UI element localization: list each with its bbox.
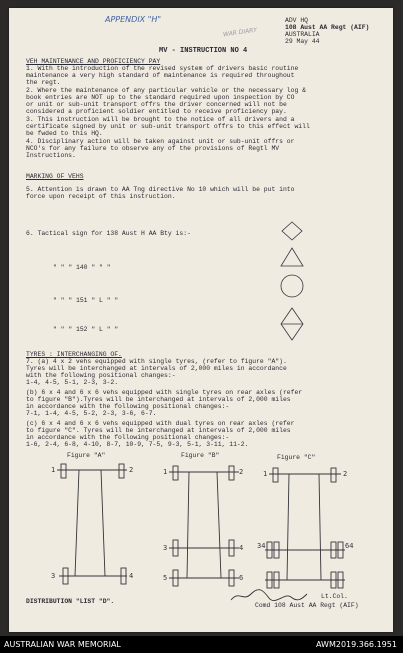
svg-text:2: 2 xyxy=(239,468,244,476)
para-2-line-1: 2. Where the maintenance of any particular vehicle or the necessary log & xyxy=(26,87,306,94)
svg-text:6: 6 xyxy=(239,574,244,582)
figure-c-label: Figure "C" xyxy=(277,454,316,461)
signature-rank: Lt.Col. xyxy=(321,593,348,600)
footer-reference: AWM2019.366.1951 xyxy=(316,640,397,649)
para-3-line-3: be fwded to this HQ. xyxy=(26,130,103,137)
para-6: 6. Tactical sign for 138 Aust H AA Bty is:- xyxy=(26,230,191,237)
document-page xyxy=(9,8,393,632)
distribution-list: DISTRIBUTION "LIST "D". xyxy=(26,598,115,605)
section-tyres-heading: TYRES : INTERCHANGING OF. xyxy=(26,351,122,358)
header-country: AUSTRALIA xyxy=(285,31,320,38)
para-7a-line-4: 1-4, 4-5, 5-1, 2-3, 3-2. xyxy=(26,379,119,386)
svg-text:1: 1 xyxy=(163,468,168,476)
svg-text:2: 2 xyxy=(129,466,134,474)
para-5-line-2: force upon receipt of this instruction. xyxy=(26,193,176,200)
para-4-line-1: 4. Disciplinary action will be taken against unit or sub-unit offrs or xyxy=(26,138,295,145)
war-diary-stamp: WAR DIARY xyxy=(222,26,258,39)
circle-sign xyxy=(281,275,303,297)
figure-c-diagram xyxy=(257,462,353,592)
para-7c-line-1: (c) 6 x 4 and 6 x 6 vehs equipped with dual tyres on rear axles (refer xyxy=(26,420,295,427)
svg-text:2: 2 xyxy=(343,470,348,478)
figure-a-diagram xyxy=(49,458,139,588)
section-marking-heading: MARKING OF VEHS xyxy=(26,173,84,180)
para-7c-line-3: in accordance with the following positional changes:- xyxy=(26,434,230,441)
para-7a-line-3: with the following positional changes:- xyxy=(26,372,176,379)
para-2-line-3: or unit or sub-unit transport offrs the driver concerned will not be xyxy=(26,101,287,108)
diamond-sign xyxy=(282,222,302,240)
document-title: MV - INSTRUCTION NO 4 xyxy=(159,47,248,55)
svg-text:5: 5 xyxy=(163,574,168,582)
para-3-line-1: 3. This instruction will be brought to the notice of all drivers and a xyxy=(26,116,295,123)
figure-a-label: Figure "A" xyxy=(67,452,106,459)
tactical-row-152: " " " 152 " L " " xyxy=(53,326,119,333)
para-1-line-1: 1. With the introduction of the revised system of drivers basic routine xyxy=(26,65,299,72)
para-5-line-1: 5. Attention is drawn to AA Tng directive No 10 which will be put into xyxy=(26,186,295,193)
svg-text:1: 1 xyxy=(263,470,268,478)
svg-text:1: 1 xyxy=(51,466,56,474)
header-date: 29 May 44 xyxy=(285,38,320,45)
header-hq: ADV HQ xyxy=(285,17,309,24)
para-7b-line-1: (b) 6 x 4 and 6 x 6 vehs equipped with single tyres on rear axles (refer xyxy=(26,389,303,396)
svg-text:3: 3 xyxy=(163,544,168,552)
svg-text:4: 4 xyxy=(129,572,134,580)
svg-text:34: 34 xyxy=(257,542,266,550)
svg-text:64: 64 xyxy=(345,542,354,550)
para-7a-line-1: 7. (a) 4 x 2 vehs equipped with single tyres, (refer to figure "A"). xyxy=(26,358,287,365)
para-7c-line-4: 1-6, 2-4, 6-8, 4-10, 8-7, 10-9, 7-5, 9-3, 5-1, 3-11, 11-2. xyxy=(26,441,249,448)
archive-footer xyxy=(0,636,403,653)
section-maintenance-heading: VEH MAINTENANCE AND PROFICIENCY PAY xyxy=(26,58,161,65)
footer-institution: AUSTRALIAN WAR MEMORIAL xyxy=(4,640,121,649)
svg-text:3: 3 xyxy=(51,572,56,580)
tactical-sign-shapes xyxy=(279,220,309,348)
figure-b-label: Figure "B" xyxy=(181,452,220,459)
triangle-sign xyxy=(281,248,303,266)
para-4-line-3: Instructions. xyxy=(26,152,76,159)
svg-text:4: 4 xyxy=(239,544,244,552)
para-7c-line-2: to figure "C". Tyres will be interchanged at intervals of 2,000 miles xyxy=(26,427,291,434)
para-4-line-2: NCO's for any failure to observe any of the provisions of Regtl MV xyxy=(26,145,280,152)
para-7a-line-2: Tyres will be interchanged at intervals of 2,000 miles in accordance xyxy=(26,365,287,372)
tactical-row-140: " " " 140 " " " xyxy=(53,264,111,271)
para-2-line-2: book entries are NOT up to the standard required upon inspection by CO xyxy=(26,94,295,101)
para-7b-line-2: to figure "B").Tyres will be interchanged at intervals of 2,000 miles xyxy=(26,396,291,403)
para-1-line-2: maintenance a very high standard of maintenance is required throughout xyxy=(26,72,295,79)
para-1-line-3: the regt. xyxy=(26,79,61,86)
para-7b-line-4: 7-1, 1-4, 4-5, 5-2, 2-3, 3-6, 6-7. xyxy=(26,410,157,417)
para-7b-line-3: in accordance with the following positional changes:- xyxy=(26,403,230,410)
header-unit: 108 Aust AA Regt (AIF) xyxy=(285,24,370,31)
figure-b-diagram xyxy=(159,460,249,590)
signature-title: Comd 108 Aust AA Regt (AIF) xyxy=(255,602,359,609)
tactical-row-151: " " " 151 " L " " xyxy=(53,297,119,304)
para-2-line-4: considered a proficient soldier entitled to receive proficiency pay. xyxy=(26,108,287,115)
para-3-line-2: certificate signed by unit or sub-unit transport offrs to this effect will xyxy=(26,123,310,130)
appendix-annotation: APPENDIX "H" xyxy=(105,15,162,24)
